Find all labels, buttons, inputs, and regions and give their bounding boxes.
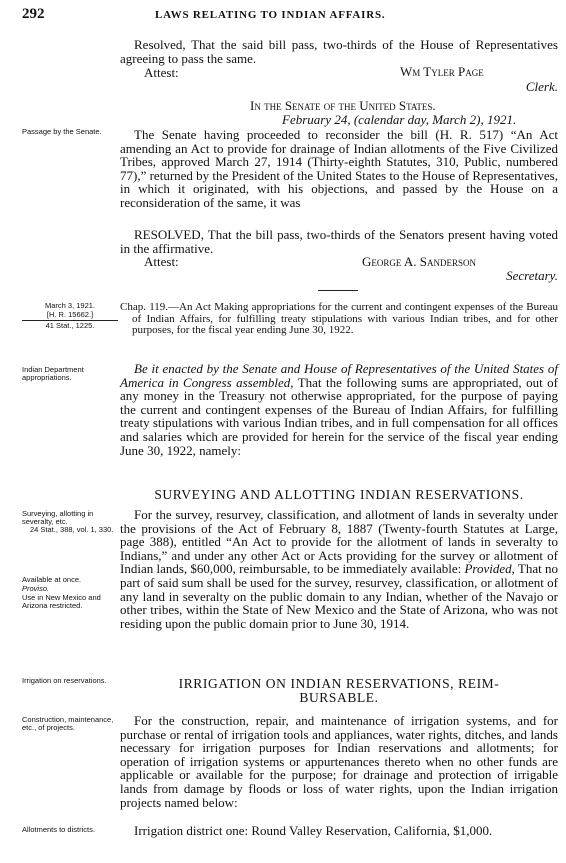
margin-note-hr: [H. R. 15662.] xyxy=(46,310,94,319)
senate-paragraph: The Senate having proceeded to reconsider the bill (H. R. 517) “An Act amending an Act to provide for drainage of Indian allotments of the Five Civilized Tribes, approved March 27, 1914 (Thirty-eighth Statutes, 310, Public, numbered 77),” returned by the President of the United States to the House of Representatives, in which it originated, with his objections, and passed by the House on a reconsideration of the same, it was xyxy=(120,127,558,210)
margin-note-proviso: Proviso. xyxy=(22,584,50,593)
margin-note-surveying: Surveying, allotting in severalty, etc. xyxy=(22,509,94,527)
margin-note-construction: Construction, maintenance, etc., of projects. xyxy=(22,715,114,733)
house-attest: Attest: xyxy=(144,65,179,80)
senate-signer-title: Secretary. xyxy=(506,268,558,283)
running-head: LAWS RELATING TO INDIAN AFFAIRS. xyxy=(155,9,386,21)
senate-heading: In the Senate of the United States. xyxy=(250,98,436,113)
irrigation-district-one: Irrigation district one: Round Valley Reservation, California, $1,000. xyxy=(134,823,493,838)
senate-signer: George A. Sanderson xyxy=(362,254,477,269)
margin-note-stat: 41 Stat., 1225. xyxy=(45,321,95,330)
margin-note-use-in: Use in New Mexico and Arizona restricted. xyxy=(22,593,101,611)
house-resolution-text: Resolved, That the said bill pass, two-thirds of the House of Representatives agreeing to pass the same. xyxy=(120,37,558,66)
enacting-clause: Be it enacted by the Senate and House of Representatives of the United States of America in Congress assembled, That the following sums are appropriated, out of any money in the Treasury not otherwise appropriated, for the purpose of paying the current and contingent expenses of the Bureau of Indian Affairs, for fulfilling treaty stipulations with various Indian tribes, and in full compensation for all offices and salaries which are provided for herein for the service of the fiscal year ending June 30, 1922, namely: xyxy=(120,361,558,458)
section-heading-irrigation-line2: BURSABLE. xyxy=(299,690,379,705)
margin-note-date: March 3, 1921. xyxy=(44,301,96,310)
margin-note-stat2: 24 Stat., 388, vol. 1, 330. xyxy=(30,525,114,534)
margin-note-allotments: Allotments to districts. xyxy=(22,825,95,834)
section-heading-irrigation-line1: IRRIGATION ON INDIAN RESERVATIONS, REIM- xyxy=(178,676,500,691)
section-rule xyxy=(318,290,358,291)
section2-text: For the construction, repair, and maintenance of irrigation systems, and for purchase or rental of irrigation tools and appliances, water rights, ditches, and lands necessary for irrigation purposes for Indian reservations and allotments; for operation of irrigation systems or appurtenances thereto when no other funds are applicable or available for the purpose; for drainage and protection of irrigable lands from damage by floods or loss of water rights, upon the Indian irrigation projects named below: xyxy=(120,713,558,810)
page-number: 292 xyxy=(22,6,45,22)
margin-note-available: Available at once. xyxy=(22,575,82,584)
senate-date: February 24, (calendar day, March 2), 1921. xyxy=(282,112,517,127)
house-signer: Wm Tyler Page xyxy=(400,64,484,79)
margin-note-passage: Passage by the Senate. xyxy=(22,127,102,136)
house-signer-title: Clerk. xyxy=(525,79,558,94)
section-heading-surveying: SURVEYING AND ALLOTTING INDIAN RESERVATIONS. xyxy=(154,487,524,502)
section1-text: For the survey, resurvey, classification, and allotment of lands in severalty under the provisions of the Act of February 8, 1887 (Twenty-fourth Statutes at Large, page 388), entitled “An Act to provide for the allotment of lands in severalty to Indians,” and under any other Act or Acts providing for the survey or allotment of Indian lands, $60,000, reimbursable, to be immediately available: Provided, That no part of said sum shall be used for the survey, resurvey, classification, or allotment of any land in severalty on the public domain to any Indian, whether of the Navajo or other tribes, within the State of New Mexico and the State of Arizona, who was not residing upon the public domain prior to June 30, 1914. xyxy=(120,507,558,631)
chapter-title: Chap. 119.—An Act Making appropriations for the current and contingent expenses of the Bureau of Indian Affairs, for fulfilling treaty stipulations with various Indian tribes, and for other purposes, for the fiscal year ending June 30, 1922. xyxy=(120,301,558,337)
margin-note-irrigation: Irrigation on reservations. xyxy=(22,676,107,685)
margin-note-indian-dept: Indian Department appropriations. xyxy=(22,365,84,383)
senate-attest: Attest: xyxy=(144,254,179,269)
senate-resolved: RESOLVED, That the bill pass, two-thirds of the Senators present having voted in the affirmative. xyxy=(120,227,558,256)
